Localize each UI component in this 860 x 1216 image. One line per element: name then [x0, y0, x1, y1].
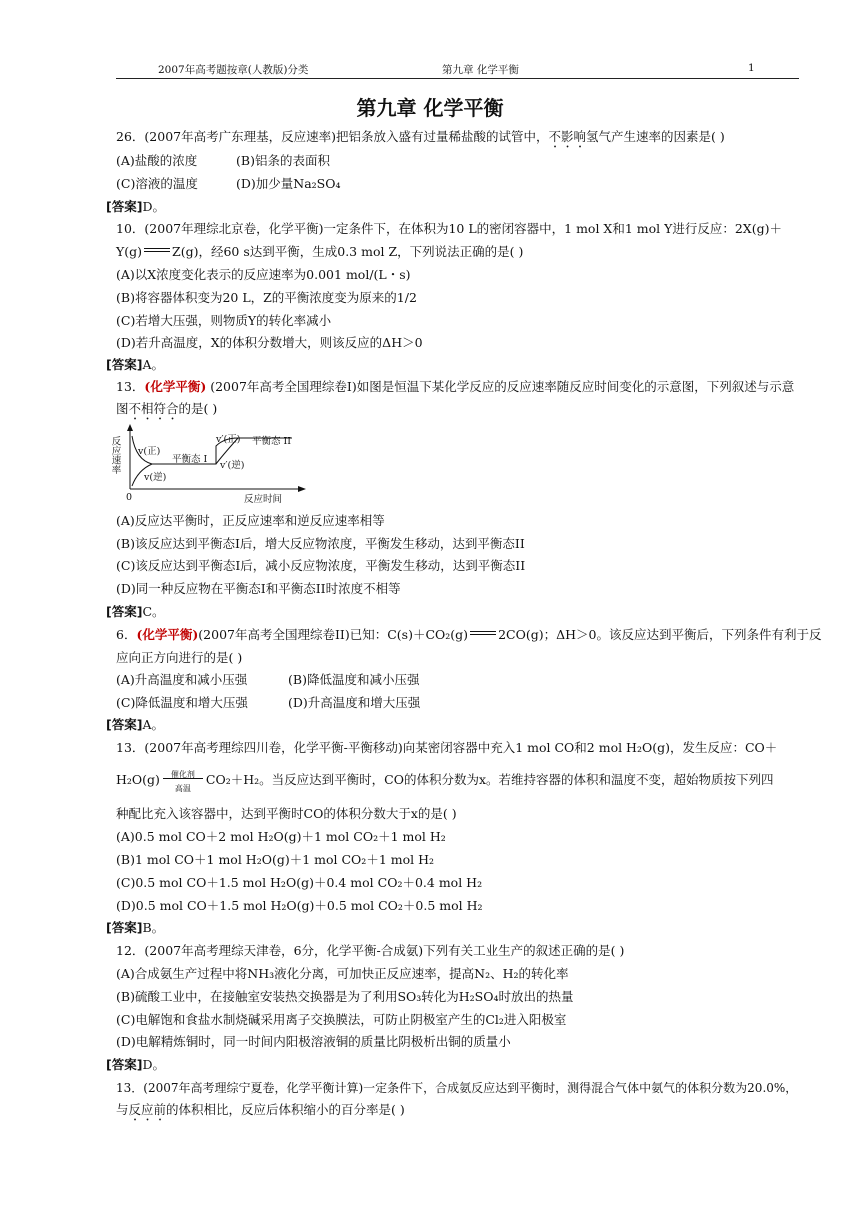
catalyst-arrow-icon: 催化剂 高温 — [163, 768, 203, 790]
q5-stem-line3: 种配比充入该容器中，达到平衡时CO的体积分数大于x的是( ) — [116, 806, 457, 821]
q3-option-d: (D)同一种反应物在平衡态I和平衡态II时浓度不相等 — [116, 581, 401, 596]
q4-answer: [答案]A。 — [106, 717, 164, 732]
y-axis-label: 反应速率 — [109, 436, 121, 474]
q7-stem-line1: 13．(2007年高考理综宁夏卷，化学平衡计算)一定条件下，合成氨反应达到平衡时，测得混合气体中氨气的体积分数为20.0%， — [116, 1081, 798, 1095]
v-reverse2-label: v′(逆) — [220, 460, 245, 471]
header-center: 第九章 化学平衡 — [442, 64, 519, 76]
q2-option-d: (D)若升高温度，X的体积分数增大，则该反应的ΔH＞0 — [116, 335, 423, 350]
page-header — [116, 62, 799, 79]
origin-label: 0 — [126, 492, 133, 503]
q1-option-d: (D)加少量Na₂SO₄ — [236, 176, 341, 191]
q4-option-c: (C)降低温度和增大压强 — [116, 695, 248, 710]
chapter-title: 第九章 化学平衡 — [356, 96, 504, 120]
q5-option-c: (C)0.5 mol CO＋1.5 mol H₂O(g)＋0.4 mol CO₂＋0.4 mol H₂ — [116, 875, 483, 890]
q5-option-d: (D)0.5 mol CO＋1.5 mol H₂O(g)＋0.5 mol CO₂＋0.5 mol H₂ — [116, 898, 483, 913]
q1-stem: 26．(2007年高考广东理基，反应速率)把铝条放入盛有过量稀盐酸的试管中，不影响氢气产生速率的因素是( ) — [116, 129, 725, 144]
v-forward-label: v(正) — [138, 446, 161, 457]
q5-stem-line2: H₂O(g) 催化剂 高温 CO₂＋H₂。当反应达到平衡时，CO的体积分数为x。若维持容器的体积和温度不变，超始物质按下列四 — [116, 770, 774, 793]
q7-stem-line2: 与反应前的体积相比，反应后体积缩小的百分率是( ) — [116, 1102, 405, 1117]
q2-stem-line2: Y(g) Z(g)，经60 s达到平衡，生成0.3 mol Z，下列说法正确的是( ) — [116, 244, 524, 259]
q3-option-a: (A)反应达平衡时，正反应速率和逆反应速率相等 — [116, 513, 385, 528]
q6-option-a: (A)合成氨生产过程中将NH₃液化分离，可加快正反应速率，提高N₂、H₂的转化率 — [116, 966, 569, 981]
q6-stem: 12．(2007年高考理综天津卷，6分，化学平衡-合成氨)下列有关工业生产的叙述正确的是( ) — [116, 943, 625, 958]
rate-time-diagram — [109, 422, 312, 510]
header-left: 2007年高考题按章(人教版)分类 — [158, 64, 309, 76]
q6-option-b: (B)硫酸工业中，在接触室安装热交换器是为了利用SO₃转化为H₂SO₄时放出的热量 — [116, 989, 574, 1004]
equilibrium-arrow-icon — [470, 631, 496, 635]
q5-option-b: (B)1 mol CO＋1 mol H₂O(g)＋1 mol CO₂＋1 mol H₂ — [116, 852, 435, 867]
q2-option-c: (C)若增大压强，则物质Y的转化率减小 — [116, 313, 332, 328]
q5-option-a: (A)0.5 mol CO＋2 mol H₂O(g)＋1 mol CO₂＋1 mol H₂ — [116, 829, 446, 844]
q4-option-a: (A)升高温度和减小压强 — [116, 672, 248, 687]
q1-option-c: (C)溶液的温度 — [116, 176, 198, 191]
q1-answer: [答案]D。 — [106, 199, 165, 214]
q3-stem-line2: 图不相符合的是( ) — [116, 401, 218, 416]
q2-stem-line1: 10．(2007年理综北京卷，化学平衡)一定条件下，在体积为10 L的密闭容器中，1 mol X和1 mol Y进行反应：2X(g)＋ — [116, 221, 782, 236]
q3-stem-line1: 13．(化学平衡) (2007年高考全国理综卷I)如图是恒温下某化学反应的反应速率随反应时间变化的示意图，下列叙述与示意 — [116, 379, 795, 394]
v-forward2-label: v′(正) — [216, 434, 241, 445]
equilibrium-arrow-icon — [144, 248, 170, 252]
y-axis-arrow-icon — [127, 424, 133, 431]
q1-option-a: (A)盐酸的浓度 — [116, 153, 198, 168]
q4-option-d: (D)升高温度和增大压强 — [288, 695, 421, 710]
q5-stem-line1: 13．(2007年高考理综四川卷，化学平衡-平衡移动)向某密闭容器中充入1 mol CO和2 mol H₂O(g)，发生反应：CO＋ — [116, 740, 778, 755]
q6-answer: [答案]D。 — [106, 1057, 165, 1072]
q4-option-b: (B)降低温度和减小压强 — [288, 672, 420, 687]
q3-answer: [答案]C。 — [106, 604, 165, 619]
q4-stem-line2: 应向正方向进行的是( ) — [116, 650, 243, 665]
state2-label: 平衡态 II — [252, 436, 292, 447]
q5-answer: [答案]B。 — [106, 920, 165, 935]
q6-option-d: (D)电解精炼铜时，同一时间内阳极溶液铜的质量比阴极析出铜的质量小 — [116, 1034, 511, 1049]
q2-answer: [答案]A。 — [106, 357, 164, 372]
state1-label: 平衡态 I — [172, 454, 208, 465]
v-reverse-label: v(逆) — [144, 472, 167, 483]
q1-option-b: (B)铝条的表面积 — [236, 153, 330, 168]
x-axis-arrow-icon — [298, 486, 306, 492]
q3-option-b: (B)该反应达到平衡态I后，增大反应物浓度，平衡发生移动，达到平衡态II — [116, 536, 525, 551]
q4-stem-line1: 6．(化学平衡)(2007年高考全国理综卷II)已知：C(s)＋CO₂(g) 2CO(g)；ΔH＞0。该反应达到平衡后，下列条件有利于反 — [116, 627, 822, 642]
q6-option-c: (C)电解饱和食盐水制烧碱采用离子交换膜法，可防止阴极室产生的Cl₂进入阳极室 — [116, 1012, 567, 1027]
q2-option-a: (A)以X浓度变化表示的反应速率为0.001 mol/(L・s) — [116, 267, 411, 282]
page-number: 1 — [748, 62, 755, 74]
x-axis-label: 反应时间 — [244, 494, 283, 505]
q2-option-b: (B)将容器体积变为20 L，Z的平衡浓度变为原来的1/2 — [116, 290, 417, 305]
q3-option-c: (C)该反应达到平衡态I后，减小反应物浓度，平衡发生移动，达到平衡态II — [116, 558, 526, 573]
